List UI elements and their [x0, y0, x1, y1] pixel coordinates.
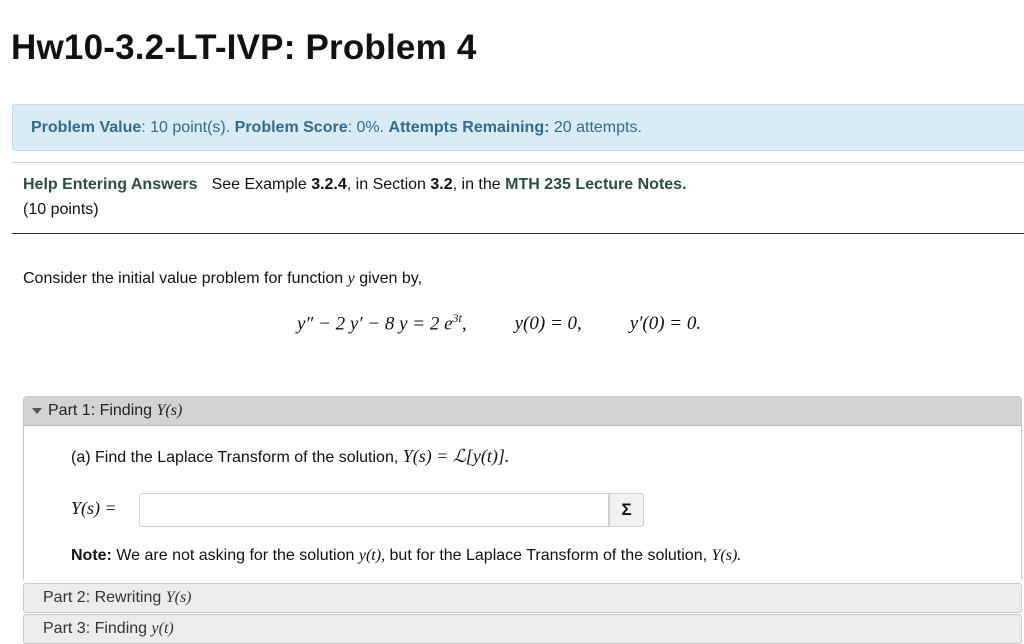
ode: y″ − 2 y′ − 8 y = 2 $e^{3t}$,	[297, 311, 467, 335]
help-line	[23, 176, 687, 194]
initial-condition-1: y(0) = 0,	[514, 313, 582, 335]
part-2-header[interactable]: Part 2: Rewriting Y(s)	[23, 583, 1022, 613]
initial-condition-2: y′(0) = 0.	[629, 313, 702, 335]
problem-value-label: Problem Value	[31, 118, 142, 136]
problem-intro: Consider the initial value problem for function y given by,	[23, 270, 423, 287]
page-title: Hw10-3.2-LT-IVP: Problem 4	[11, 28, 477, 67]
function-variable: y	[347, 270, 355, 287]
caret-down-icon	[32, 408, 42, 414]
ode-exponent: 3t	[452, 311, 462, 325]
divider	[12, 162, 1024, 163]
problem-value: 10 point(s).	[150, 118, 231, 136]
points-text: (10 points)	[23, 201, 99, 218]
divider	[12, 233, 1024, 234]
problem-score-label: Problem Score	[234, 118, 348, 136]
attempts-label: Attempts Remaining:	[388, 118, 550, 136]
equation-editor-button[interactable]: Σ	[609, 493, 644, 527]
lecture-notes-link[interactable]: MTH 235 Lecture Notes.	[505, 176, 687, 193]
example-number: 3.2.4	[311, 176, 347, 193]
part-1-panel	[23, 396, 1022, 582]
note: Note: We are not asking for the solution y(t), but for the Laplace Transform of the solution, Y(s).	[71, 547, 742, 564]
answer-label: Y(s) =	[71, 498, 117, 518]
answer-input[interactable]	[139, 493, 609, 527]
in-section-text: , in Section	[346, 176, 426, 193]
part-1-header[interactable]: Part 1: Finding Y(s)	[24, 397, 1021, 426]
problem-score: 0%.	[356, 118, 385, 136]
in-the-text: , in the	[452, 176, 501, 193]
section-number: 3.2	[430, 176, 453, 193]
help-entering-answers-link[interactable]: Help Entering Answers	[23, 176, 198, 193]
attempts-remaining: 20 attempts.	[553, 118, 642, 136]
part-3-header[interactable]: Part 3: Finding y(t)	[23, 614, 1022, 644]
problem-info-bar: Problem Value: 10 point(s). Problem Score: 0%. Attempts Remaining: 20 attempts.	[12, 104, 1024, 151]
ivp-equation	[297, 311, 701, 335]
question-a: (a) Find the Laplace Transform of the solution, Y(s) = ℒ[y(t)].	[71, 446, 510, 466]
see-example-text: See Example	[211, 176, 307, 193]
